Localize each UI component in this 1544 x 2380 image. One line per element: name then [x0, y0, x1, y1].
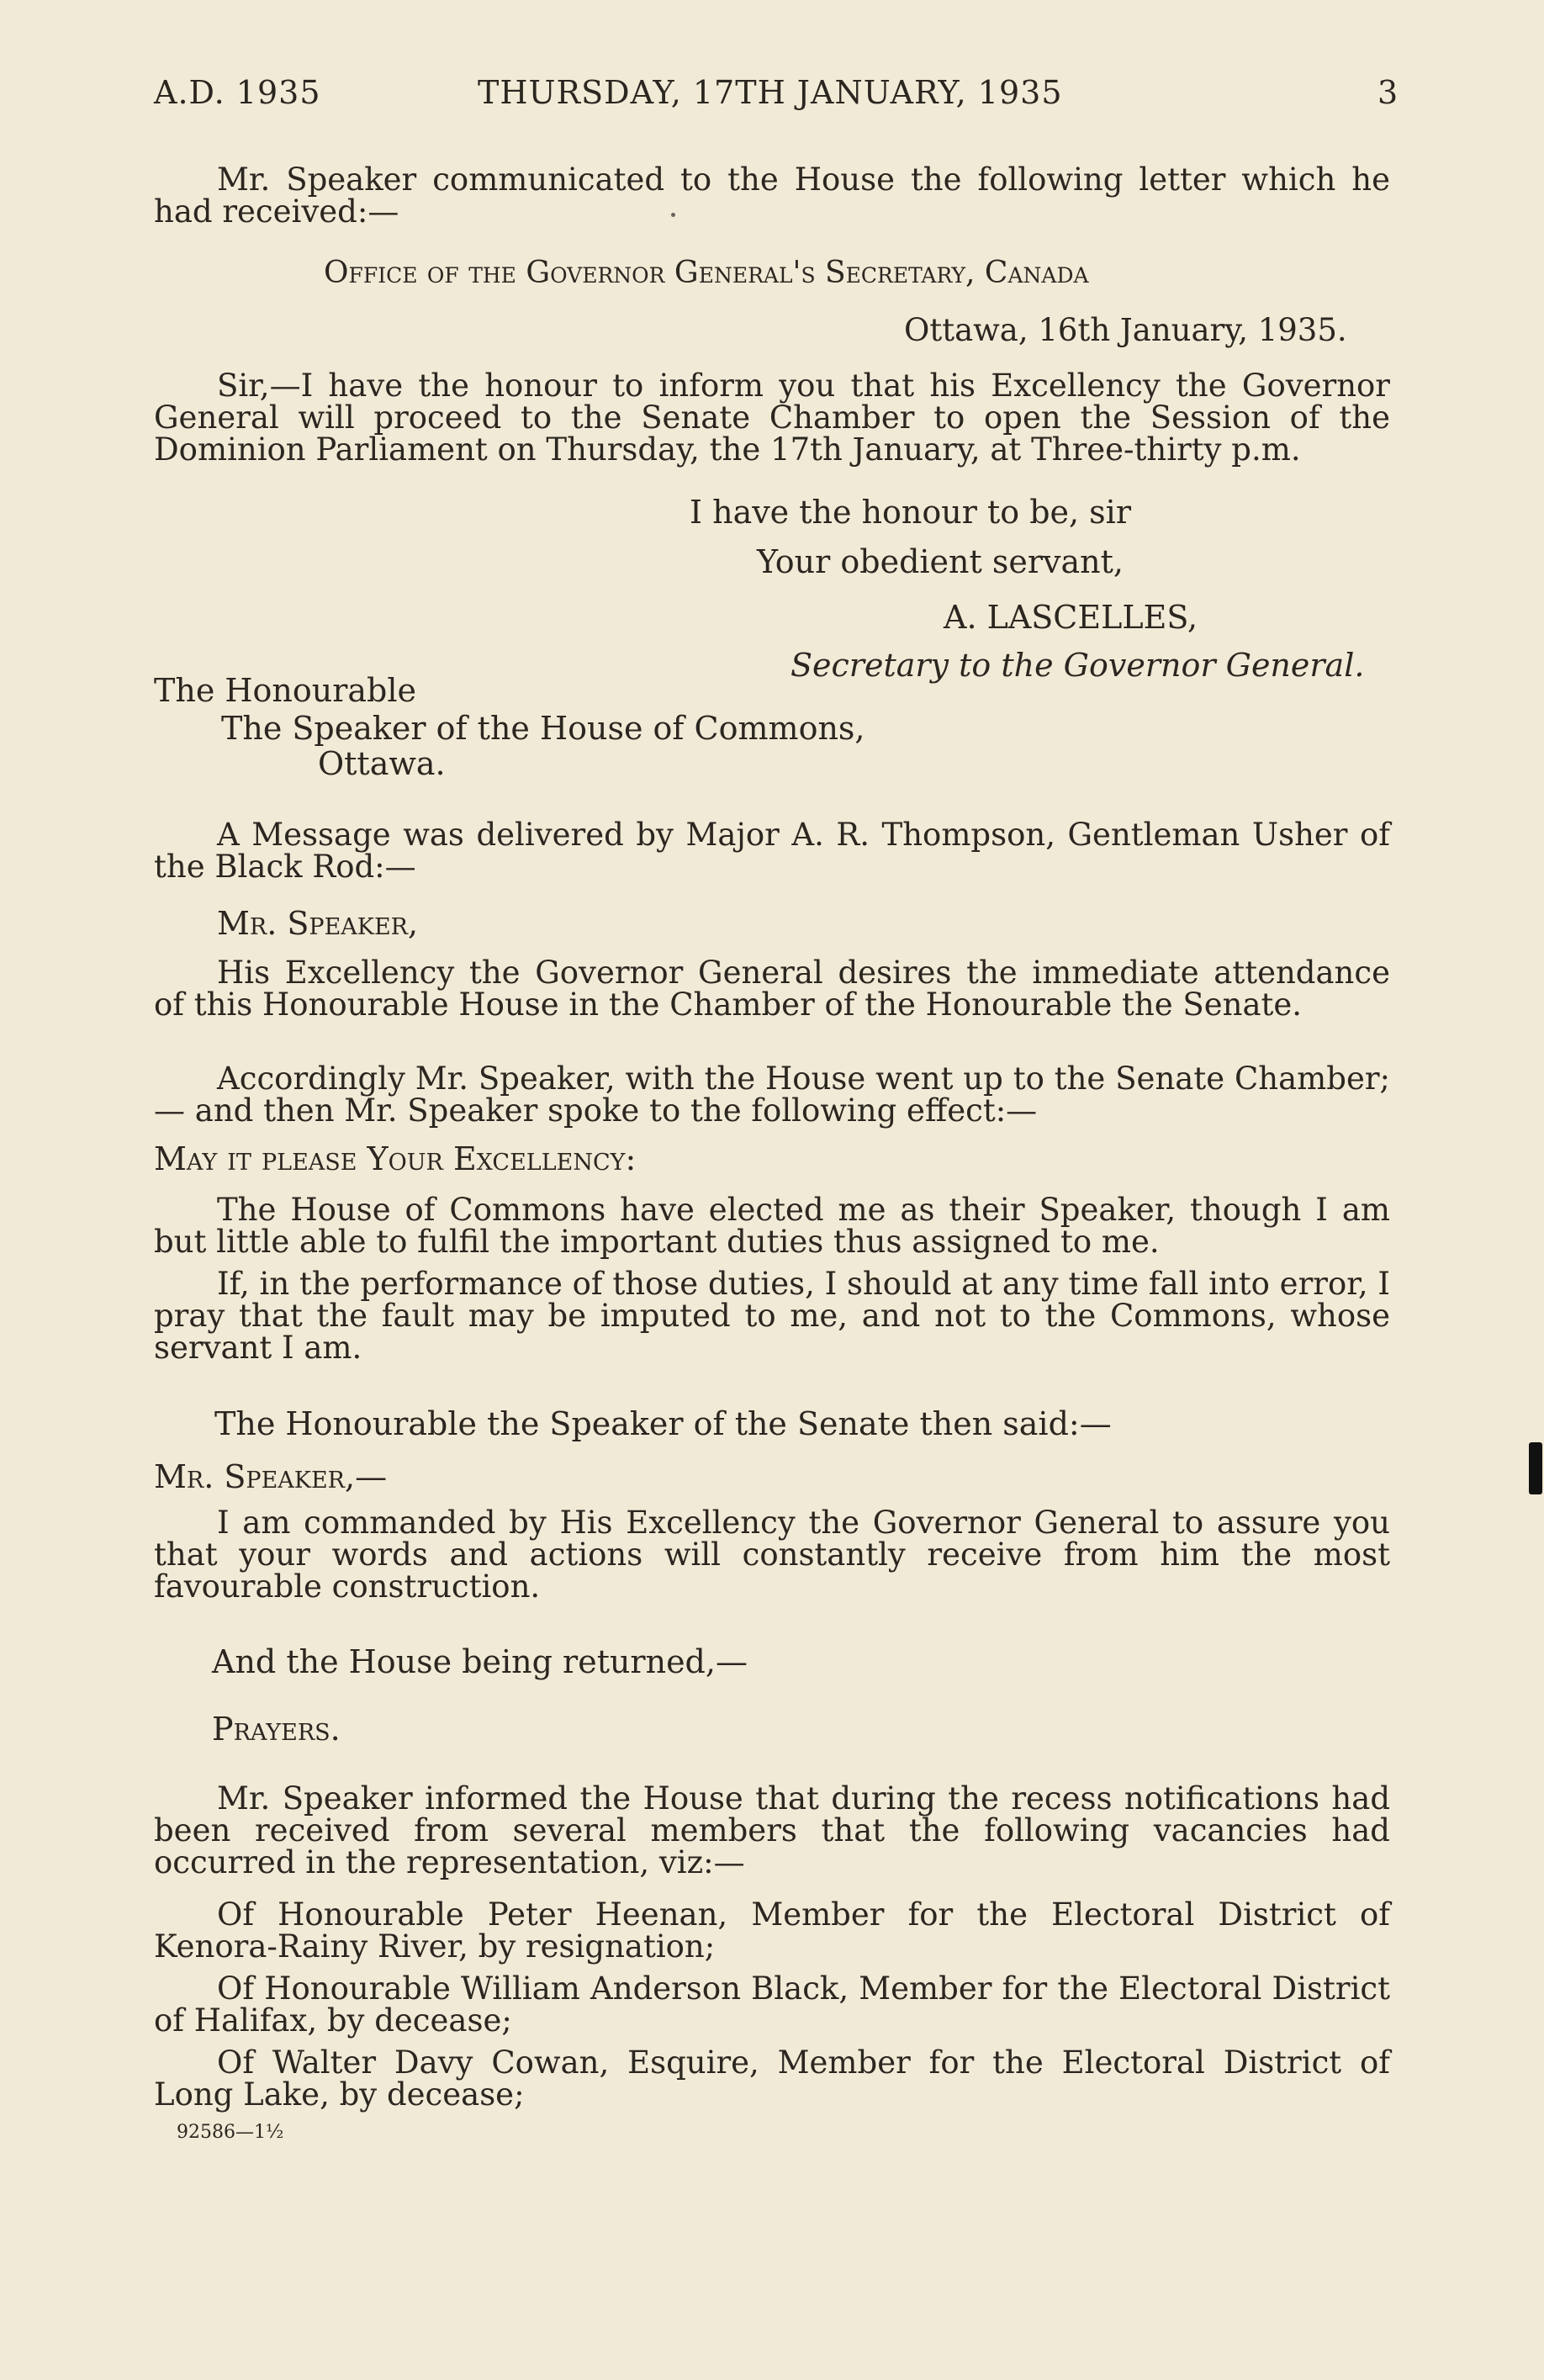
message-salutation: Mr. Speaker, [217, 905, 419, 942]
senate-reply-text: I am commanded by His Excellency the Governor General to assure you that your words and actions will constantly receive from him the most favourable construction. [154, 1505, 1390, 1605]
letter-intro: Mr. Speaker communicated to the House the following letter which he had received:— [154, 161, 1390, 230]
vacancy-item: Of Honourable Peter Heenan, Member for the Electoral District of Kenora-Rainy River, by resignation; [154, 1896, 1390, 1965]
senate-reply-intro: The Honourable the Speaker of the Senate then said:— [214, 1405, 1112, 1442]
speech-para-1: The House of Commons have elected me as their Speaker, though I am but little able to fulfil the important duties thus assigned to me. [154, 1192, 1390, 1260]
prayers-heading: Prayers. [212, 1711, 341, 1748]
speech-intro: Accordingly Mr. Speaker, with the House went up to the Senate Chamber;— and then Mr. Speaker spoke to the following effect:— [154, 1060, 1390, 1129]
header-date: THURSDAY, 17TH JANUARY, 1935 [478, 74, 1063, 111]
letter-signature-name: A. LASCELLES, [944, 599, 1198, 636]
letter-body: Sir,—I have the honour to inform you that his Excellency the Governor General will proceed to the Senate Chamber to open the Session of the Dominion Parliament on Thursday, the 17th January, at Three-thirty p.m. [154, 368, 1390, 468]
senate-reply-salutation: Mr. Speaker,— [154, 1458, 388, 1495]
margin-mark [1529, 1442, 1542, 1494]
speech-para-2: If, in the performance of those duties, I should at any time fall into error, I pray that the fault may be imputed to me, and not to the Commons, whose servant I am. [154, 1266, 1390, 1366]
letter-addressee-1: The Honourable [154, 672, 417, 709]
footer-code: 92586—1½ [177, 2122, 284, 2143]
vacancies-intro: Mr. Speaker informed the House that during the recess notifications had been received from several members that the following vacancies had occurred in the representation, viz:— [154, 1780, 1390, 1880]
house-returned: And the House being returned,— [212, 1643, 748, 1680]
letter-addressee-2: The Speaker of the House of Commons, [221, 710, 865, 747]
letter-addressee-3: Ottawa. [318, 745, 446, 782]
speech-salutation: May it please Your Excellency: [154, 1140, 637, 1177]
message-text: His Excellency the Governor General desires the immediate attendance of this Honourable House in the Chamber of the Honourable the Senate. [154, 955, 1390, 1023]
vacancy-item: Of Walter Davy Cowan, Esquire, Member for the Electoral District of Long Lake, by decease; [154, 2044, 1390, 2113]
letter-office: Office of the Governor General's Secretary, Canada [324, 256, 1089, 290]
letter-closing-2: Your obedient servant, [757, 543, 1124, 580]
message-intro: A Message was delivered by Major A. R. Thompson, Gentleman Usher of the Black Rod:— [154, 817, 1390, 885]
header-page-number: 3 [1377, 74, 1399, 111]
letter-place-date: Ottawa, 16th January, 1935. [904, 312, 1347, 348]
letter-signature-title: Secretary to the Governor General. [791, 647, 1365, 684]
header-year: A.D. 1935 [154, 74, 321, 111]
vacancy-item: Of Honourable William Anderson Black, Member for the Electoral District of Halifax, by decease; [154, 1970, 1390, 2039]
letter-closing-1: I have the honour to be, sir [690, 494, 1132, 531]
